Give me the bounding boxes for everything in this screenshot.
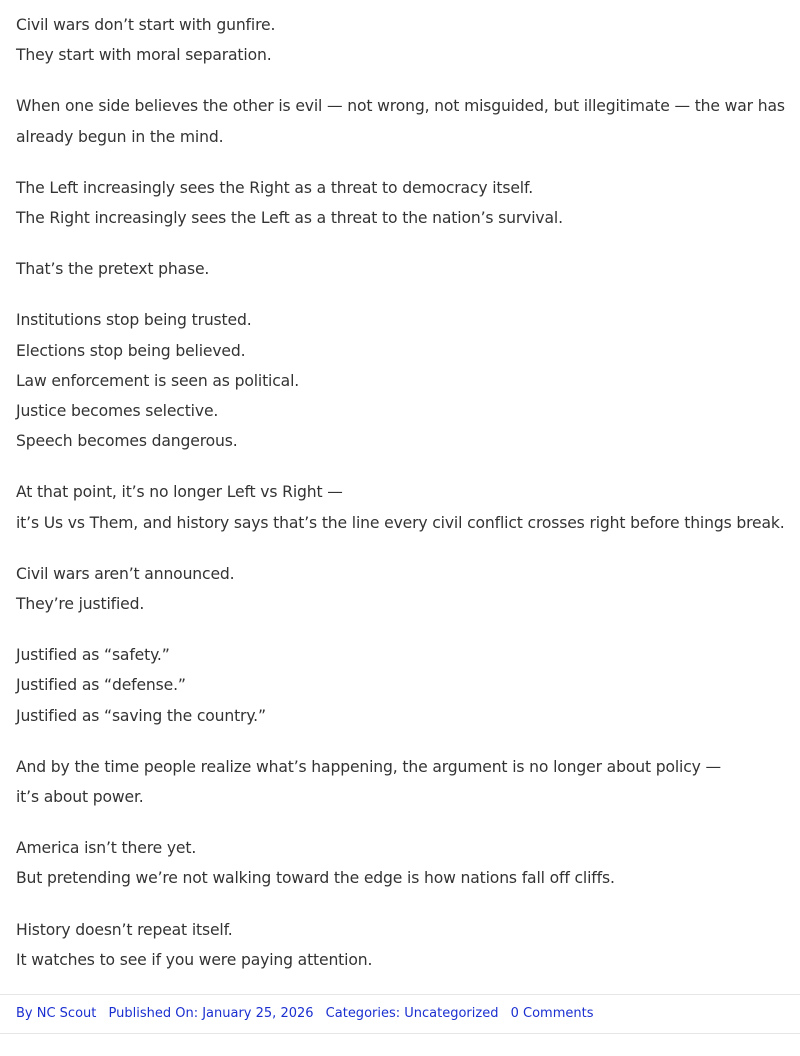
paragraph-10 [16,833,800,893]
text-line: Justified as “defense.” [16,676,186,695]
text-line: They’re justified. [16,595,145,614]
paragraph-11 [16,915,800,975]
paragraph-8 [16,640,800,731]
text-line: Elections stop being believed. [16,341,246,360]
text-line: The Left increasingly sees the Right as a threat to democracy itself. [16,178,534,197]
text-line: Law enforcement is seen as political. [16,371,300,390]
post-meta-bar [0,994,800,1034]
text-line: it’s Us vs Them, and history says that’s the line every civil conflict crosses right before things break. [16,513,785,532]
paragraph-9 [16,752,800,812]
text-line: They start with moral separation. [16,46,272,65]
published-date-link[interactable]: Published On: January 25, 2026 [108,1006,314,1021]
article-body [16,10,800,996]
paragraph-4 [16,254,800,284]
paragraph-1 [16,10,800,70]
comments-link[interactable]: 0 Comments [510,1006,594,1021]
paragraph-6 [16,477,800,537]
text-line: Civil wars aren’t announced. [16,564,235,583]
text-line: Institutions stop being trusted. [16,311,252,330]
text-line: it’s about power. [16,788,144,807]
paragraph-3 [16,173,800,233]
text-line: Civil wars don’t start with gunfire. [16,16,276,34]
text-line: America isn’t there yet. [16,839,197,858]
text-line: When one side believes the other is evil — not wrong, not misguided, but illegitimate — the war has [16,97,785,116]
text-line: Justified as “safety.” [16,646,170,665]
text-line: It watches to see if you were paying attention. [16,950,373,969]
paragraph-7 [16,559,800,619]
text-line: Speech becomes dangerous. [16,432,238,451]
text-line: Justice becomes selective. [16,402,219,421]
text-line: Justified as “saving the country.” [16,706,266,725]
text-line: And by the time people realize what’s happening, the argument is no longer about policy — [16,757,721,776]
text-line: That’s the pretext phase. [16,260,210,279]
text-line: The Right increasingly sees the Left as a threat to the nation’s survival. [16,209,563,228]
text-line: History doesn’t repeat itself. [16,920,233,939]
paragraph-2 [16,91,800,151]
category-link[interactable]: Categories: Uncategorized [325,1006,499,1021]
text-line: already begun in the mind. [16,127,224,146]
text-line: But pretending we’re not walking toward the edge is how nations fall off cliffs. [16,869,615,888]
paragraph-5 [16,305,800,456]
author-link[interactable]: By NC Scout [16,1006,97,1021]
text-line: At that point, it’s no longer Left vs Right — [16,483,343,502]
